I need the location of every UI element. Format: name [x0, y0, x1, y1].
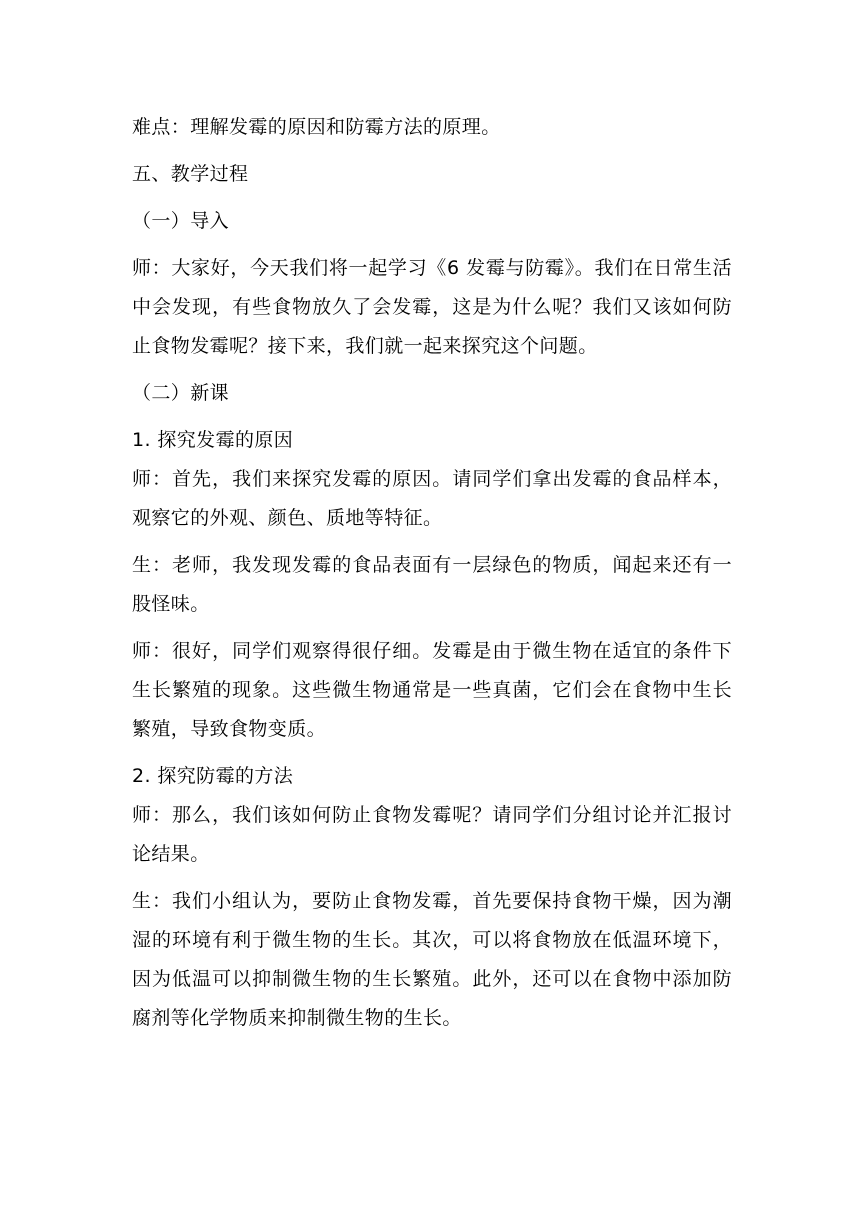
teacher-discussion-paragraph: 师：那么，我们该如何防止食物发霉呢？请同学们分组讨论并汇报讨论结果。	[132, 804, 732, 865]
subsection-heading-introduction: （一）导入	[132, 210, 230, 232]
numbered-heading-prevention-methods: 2. 探究防霉的方法	[132, 765, 294, 787]
student-observation-paragraph: 生：老师，我发现发霉的食品表面有一层绿色的物质，闻起来还有一股怪味。	[132, 554, 732, 615]
subsection-heading-new-lesson: （二）新课	[132, 382, 230, 404]
section-heading-teaching-process: 五、教学过程	[132, 163, 249, 185]
teacher-intro-paragraph: 师：大家好，今天我们将一起学习《6 发霉与防霉》。我们在日常生活中会发现，有些食物放久了会发霉，这是为什么呢？我们又该如何防止食物发霉呢？接下来，我们就一起来探究这个问题。	[132, 257, 732, 357]
difficulty-line: 难点：理解发霉的原因和防霉方法的原理。	[132, 116, 501, 138]
document-body	[132, 108, 732, 1038]
teacher-explanation-paragraph: 师：很好，同学们观察得很仔细。发霉是由于微生物在适宜的条件下生长繁殖的现象。这些微生物通常是一些真菌，它们会在食物中生长繁殖，导致食物变质。	[132, 640, 732, 740]
numbered-heading-mold-causes: 1. 探究发霉的原因	[132, 429, 294, 451]
student-group-answer-paragraph: 生：我们小组认为，要防止食物发霉，首先要保持食物干燥，因为潮湿的环境有利于微生物的生长。其次，可以将食物放在低温环境下，因为低温可以抑制微生物的生长繁殖。此外，还可以在食物中添加防腐剂等化学物质来抑制微生物的生长。	[132, 890, 732, 1029]
teacher-observe-paragraph: 师：首先，我们来探究发霉的原因。请同学们拿出发霉的食品样本，观察它的外观、颜色、质地等特征。	[132, 468, 732, 529]
